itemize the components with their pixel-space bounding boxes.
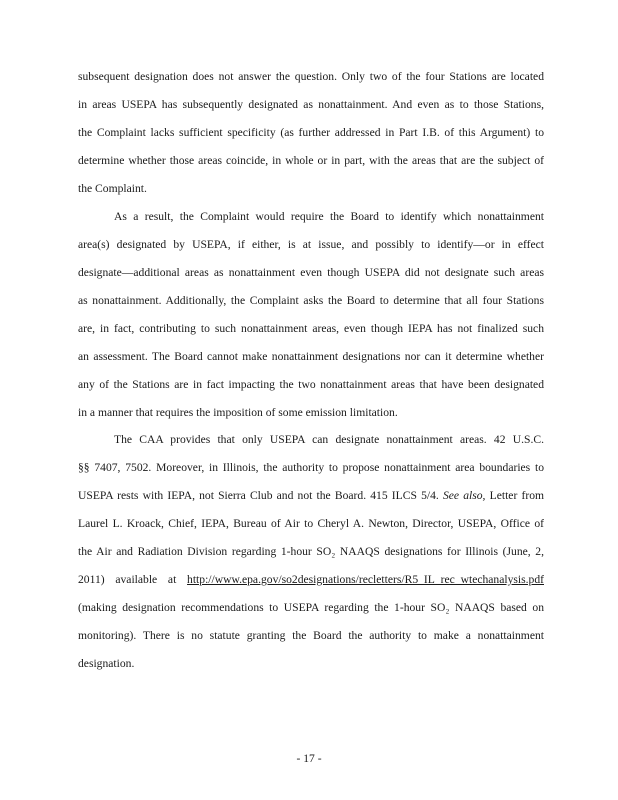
- text-line: area(s) designated by USEPA, if either, is at issue, and possibly to identify—or in effect: [78, 238, 544, 251]
- text-line: in areas USEPA has subsequently designated as nonattainment. And even as to those Stations,: [78, 98, 544, 111]
- text-line: [78, 489, 544, 503]
- text-segment: Letter from: [485, 489, 545, 502]
- text-line: [78, 573, 544, 587]
- text-line: §§ 7407, 7502. Moreover, in Illinois, the authority to propose nonattainment area boundaries to: [78, 461, 544, 474]
- text-line: designate—additional areas as nonattainment even though USEPA did not designate such areas: [78, 266, 544, 279]
- text-line: (making designation recommendations to USEPA regarding the 1-hour SO₂ NAAQS based on: [78, 601, 544, 614]
- text-line: designation.: [78, 657, 135, 670]
- text-line: the Complaint.: [78, 182, 147, 195]
- epa-letter-link[interactable]: http://www.epa.gov/so2designations/recletters/R5_IL_rec_wtechanalysis.pdf: [187, 573, 544, 586]
- citation-signal: See also,: [442, 489, 486, 502]
- text-segment: 2011) available at: [78, 573, 188, 586]
- text-line: Laurel L. Kroack, Chief, IEPA, Bureau of Air to Cheryl A. Newton, Director, USEPA, Office of: [78, 517, 544, 530]
- text-line: any of the Stations are in fact impacting the two nonattainment areas that have been designated: [78, 378, 544, 391]
- text-line: determine whether those areas coincide, in whole or in part, with the areas that are the subject of: [78, 154, 544, 167]
- text-line: as nonattainment. Additionally, the Complaint asks the Board to determine that all four Stations: [78, 294, 544, 307]
- text-line: monitoring). There is no statute granting the Board the authority to make a nonattainment: [78, 629, 544, 642]
- text-line: subsequent designation does not answer the question. Only two of the four Stations are located: [78, 70, 544, 83]
- text-line: The CAA provides that only USEPA can designate nonattainment areas. 42 U.S.C.: [114, 433, 544, 446]
- text-line: the Complaint lacks sufficient specificity (as further addressed in Part I.B. of this Argument) to: [78, 126, 544, 139]
- page-number: - 17 -: [296, 752, 322, 765]
- text-line: the Air and Radiation Division regarding 1-hour SO₂ NAAQS designations for Illinois (June, 2,: [78, 545, 544, 558]
- text-line: an assessment. The Board cannot make nonattainment designations nor can it determine whether: [78, 350, 544, 363]
- text-line: are, in fact, contributing to such nonattainment areas, even though IEPA has not finalized such: [78, 322, 544, 335]
- text-line: As a result, the Complaint would require the Board to identify which nonattainment: [114, 210, 544, 223]
- text-segment: USEPA rests with IEPA, not Sierra Club and not the Board. 415 ILCS 5/4.: [78, 489, 443, 502]
- text-line: in a manner that requires the imposition of some emission limitation.: [78, 406, 398, 419]
